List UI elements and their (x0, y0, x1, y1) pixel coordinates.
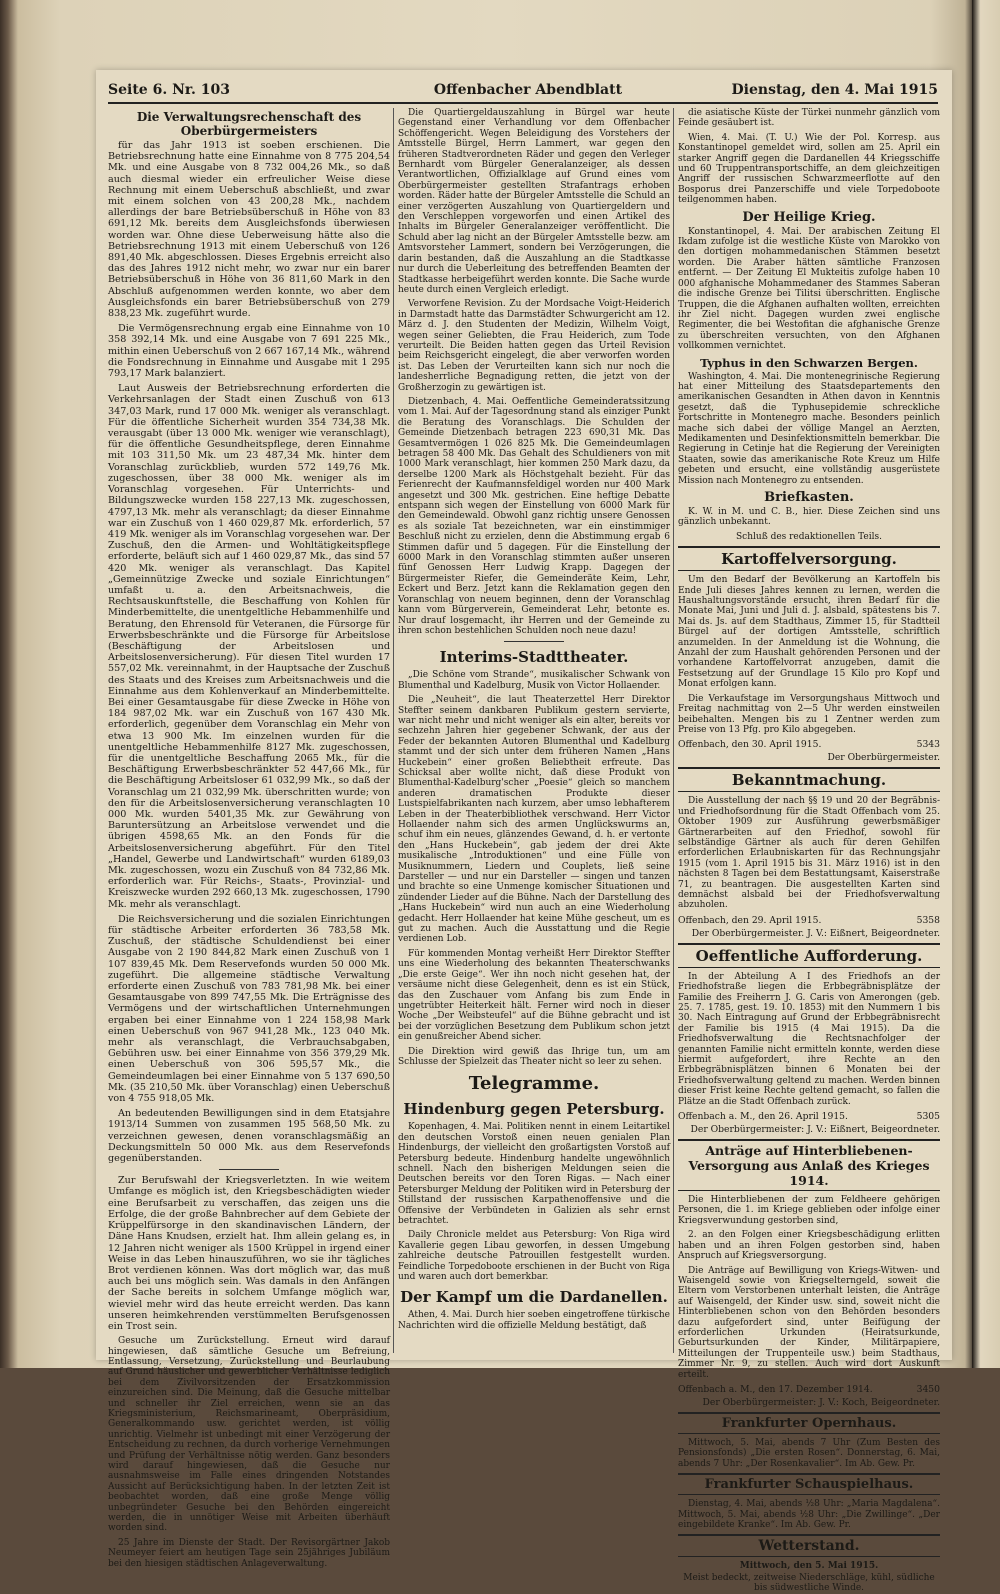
article-paragraph: Die „Neuheit“, die laut Theaterzettel Herr Direktor Steffter seinem dankbaren Publikum gestern servierte, war nicht mehr und nicht weniger als ein alter, bereits vor sechzehn Jahren hier gegebener Schwank, der aus der Feder der bekannten Autoren Blumenthal und Kadelburg stammt und der sich unter dem früheren Namen „Hans Huckebein“ einer großen Beliebtheit erfreute. Das Schicksal aber wollte nicht, daß diese Produkt von Blumenthal-Kadelburg'scher „Poesie“ gleich so manchem anderen dramatischen Produkte dieser Lustspielfabrikanten nach kurzem, aber umso lebhafterem Leben in der Theaterbibliothek verschwand. Herr Victor Hollaender nahm sich des armen Unglückswurms an, schuf ihm ein neues, glänzendes Gewand, d. h. er vertonte den „Hans Huckebein“, gab jedem der drei Akte musikalische „Introduktionen“ und eine Fülle von Musiknummern, Liedern und Couplets, ließ seine Darsteller — und nur ein Darsteller — singen und tanzen und brachte so eine Unmenge komischer Situationen und zündender Lieder auf die Bühne. Nach der Darstellung des „Hans Huckebein“ wird nun auch an eine Wiederholung gedacht. Herr Hollaender hat keine Mühe gescheut, um es gut zu machen. Auch die Ausstattung und die Regie verdienen Lob. (398, 695, 670, 945)
program-line: Dienstag, 4. Mai, abends ½8 Uhr: „Maria Magdalena“. Mittwoch, 5. Mai, abends ½8 Uhr: „Die Zwillinge“. „Der eingebildete Kranke“. Im Ab. Gew. Pr. (678, 1499, 940, 1530)
notice-paragraph: Die Ausstellung der nach §§ 19 und 20 der Begräbnis- und Friedhofsordnung für die Stadt Offenbach vom 25. Oktober 1909 zur Ausführung gewerbsmäßiger Gärtnerarbeiten auf den Friedhof, sowohl für selbständige Gärtner als auch für deren Gehilfen erforderlichen Erlaubniskarten für das Rechnungsjahr 1915 (vom 1. April 1915 bis 31. März 1916) ist in den nächsten 8 Tagen bei dem Bestattungsamt, Kaiserstraße 71, zu beantragen. Die ausgestellten Karten sind demnächst alsbald bei der Friedhofsverwaltung abzuholen. (678, 796, 940, 911)
article-paragraph: Athen, 4. Mai. Durch hier soeben eingetroffene türkische Nachrichten wird die offizielle Meldung bestätigt, daß (398, 1310, 670, 1331)
notice-number: 5343 (916, 739, 940, 751)
dateline-text: Offenbach a. M., den 17. Dezember 1914. (678, 1383, 873, 1395)
column-2 (398, 108, 670, 1353)
column-1 (108, 108, 390, 1569)
page-number: Seite 6. Nr. 103 (108, 82, 230, 98)
wetter-date: Mittwoch, den 5. Mai 1915. (739, 1561, 879, 1572)
antraege-heading: Anträge auf Hinterbliebenen-Versorgung aus Anlaß des Krieges 1914. (678, 1139, 940, 1191)
separator (219, 1169, 279, 1170)
notice-paragraph: 2. an den Folgen einer Kriegsbeschädigung erlitten haben und an ihren Folgen gestorben sind, haben Anspruch auf Kriegsversorgung. (678, 1230, 940, 1262)
notice-signature: Der Oberbürgermeister. J. V.: Eißnert, Beigeordneter. (691, 927, 940, 939)
article-paragraph: Wien, 4. Mai. (T. U.) Wie der Pol. Korresp. aus Konstantinopel gemeldet wird, sollen am 25. April ein starker Angriff gegen die Dardanellen 44 Kriegsschiffe und 60 Truppentransportschiffe, an dem gleichzeitigen Angriff der russischen Schwarzmeerflotte auf den Bosporus drei Panzerschiffe und viele Torpedoboote teilgenommen haben. (678, 132, 940, 206)
article-paragraph: Konstantinopel, 4. Mai. Der arabischen Zeitung El Ikdam zufolge ist die westliche Küste von Marokko von den dortigen mohammedanischen Stämmen besetzt worden. Die Araber hätten sämtliche Franzosen entfernt. — Der Zeitung El Mukteitis zufolge haben 10 000 afghanische Mohammedaner des Stammes Saberan die indische Grenze bei Tilitsi überschritten. Englische Truppen, die die Afghanen aufhalten wollten, erreichten ihr Ziel nicht. Dagegen wurden zwei englische Regimenter, die bei Westofitan die afghanische Grenze zu überschreiten versuchten, von den Afghanen vollkommen vernichtet. (678, 226, 940, 352)
article-paragraph: Die Direktion wird gewiß das Ihrige tun, um am Schlusse der Spielzeit das Theater nicht so leer zu sehen. (398, 1046, 670, 1067)
schauspielhaus-heading: Frankfurter Schauspielhaus. (678, 1473, 940, 1495)
bekanntmachung-heading: Bekanntmachung. (678, 767, 940, 792)
holy-war-heading: Der Heilige Krieg. (742, 209, 876, 225)
hindenburg-heading: Hindenburg gegen Petersburg. (403, 1100, 665, 1119)
notice-signature: Der Oberbürgermeister: J. V.: Koch, Beigeordneter. (702, 1396, 940, 1408)
kartoffel-heading: Kartoffelversorgung. (678, 546, 940, 571)
notice-dateline (678, 915, 940, 926)
article-paragraph: Die Quartiergeldauszahlung in Bürgel war heute Gegenstand einer Verhandlung vor dem Offenbacher Schöffengericht. Wegen Beleidigung des Vorstehers der Amtsstelle Bürgel, Herrn Lammert, war gegen den früheren Stadtverordneten Räder und gegen den Verleger Bernhardt vom Bürgeler Generalanzeiger, als dessen Verantwortlichen, Offizialklage auf Grund eines vom Oberbürgermeister gestellten Strafantrags erhoben worden. Räder hatte der Bürgeler Amtsstelle die Schuld an einer verzögerten Auszahlung von Quartiergeldern und den Verschleppen vorgeworfen und einen Artikel des Inhalts im Bürgeler Generalanzeiger veröffentlicht. Die Schuld aber lag nicht an der Bürgeler Amtsstelle bezw. am Amtsvorsteher Lammert, sondern bei Verzögerungen, die darin bestanden, daß die Auszahlung an die Stadtkasse nur durch die Ueberleitung des betreffenden Beamten der Stadtkasse herbeigeführt werden konnte. Die Sache wurde heute durch einen Vergleich erledigt. (398, 108, 670, 295)
notice-paragraph: Die Verkaufstage im Versorgungshaus Mittwoch und Freitag nachmittag von 2—5 Uhr werden einstweilen beibehalten. Mengen bis zu 1 Zentner werden zum Preise von 13 Pfg. pro Kilo abgegeben. (678, 693, 940, 735)
column-rule (673, 108, 674, 1353)
notice-paragraph: In der Abteilung A I des Friedhofs an der Friedhofstraße liegen die Erbbegräbnisplätze der Familie des Freiherrn J. G. Caris von Amerongen (geb. 25. 7. 1785, gest. 19. 10. 1853) mit den Nummern 1 bis 30. Nach Eintragung auf Grund der Erbbegräbnisrecht der Familie bis 1915 (4 Mai 1915). Da die Friedhofsverwaltung die Rechtsnachfolger der genannten Familie nicht ermitteln konnte, werden diese hiermit aufgefordert, ihre Rechte an den Erbbegräbnisplätzen binnen 6 Monaten bei der Friedhofsverwaltung geltend zu machen. Werden binnen dieser Frist keine Rechte geltend gemacht, so fallen die Plätze an die Stadt Offenbach zurück. (678, 971, 940, 1107)
article-paragraph: die asiatische Küste der Türkei nunmehr gänzlich vom Feinde gesäubert ist. (678, 108, 940, 129)
aufforderung-heading: Oeffentliche Aufforderung. (678, 943, 940, 968)
article-paragraph: „Die Schöne vom Strande“, musikalischer Schwank von Blumenthal und Kadelburg, Musik von Victor Hollaender. (398, 670, 670, 691)
article-paragraph: Die Vermögensrechnung ergab eine Einnahme von 10 358 392,14 Mk. und eine Ausgabe von 7 691 225 Mk., mithin einen Ueberschuß von 2 667 167,14 Mk., während die Fondsrechnung in Einnahme und Ausgabe mit 1 295 793,17 Mark balanziert. (108, 323, 390, 380)
newspaper-title: Offenbacher Abendblatt (433, 82, 623, 98)
article-paragraph: Gesuche um Zurückstellung. Erneut wird darauf hingewiesen, daß sämtliche Gesuche um Befreiung, Entlassung, Versetzung, Zurückstellung und Beurlaubung auf Grund häuslicher und gewerblicher Verhältnisse lediglich bei dem Zivilvorsitzenden der Ersatzkommission einzureichen sind. Die Meinung, daß die Gesuche mittelbar und schneller ihr Ziel erreichen, wenn sie an das Kriegsministerium, Reichsmarineamt, Oberpräsidium, Generalkommando usw. gerichtet werden, ist völlig unrichtig. Vielmehr ist unbedingt mit einer Verzögerung der Entscheidung zu rechnen, da durch vorherige Vernehmungen und Prüfung der Verhältnisse nötig werden. Ganz besonders wird darauf hingewiesen, daß die Gesuche nur ausnahmsweise im Falle eines dringenden Notstandes Aussicht auf Berücksichtigung haben. In der letzten Zeit ist beobachtet worden, daß eine große Menge völlig unbegründeter Gesuche bei den Behörden eingereicht werden, die in unnötiger Weise mit Arbeiten überhäuft worden sind. (108, 1336, 390, 1534)
issue-date: Dienstag, den 4. Mai 1915 (731, 82, 938, 98)
article-paragraph: Dietzenbach, 4. Mai. Oeffentliche Gemeinderatssitzung vom 1. Mai. Auf der Tagesordnung stand als einziger Punkt die Beratung des Voranschlags. Die Schulden der Gemeinde Dietzenbach betragen 223 690,31 Mk. Das Gesamtvermögen 1 026 825 Mk. Die Gemeindeumlagen betragen 58 400 Mk. Das Gehalt des Schuldieners von mit 1000 Mark veranschlagt, hier kommen 250 Mark dazu, da derselbe 1200 Mark als Höchstgehalt bezieht. Für das Ferienrecht der Kaufmannsfeldigel worden nur 400 Mark angesetzt und 300 Mk. gestrichen. Eine heftige Debatte entspann sich wegen der Einstellung von 6000 Mark für den Gemeindewald. Obwohl ganz richtig unsere Genossen es als soziale Tat bezeichneten, war ein einstimmiger Beschluß nicht zu erzielen, denn die Abstimmung ergab 6 Stimmen dafür und 5 dagegen. Für die Einstellung der 6000 Mark in den Voranschlag stimmten außer unseren fünf Genossen Herr Ludwig Krapp. Dagegen der Bürgermeister Riefer, die Gemeinderäte Keim, Lehr, Eckert und Berz. Jetzt kann die Reklamation gegen den Voranschlag von neuem beginnen, denn der Voranschlag kann vom Bürgerverein, Gemeinderat Lehr, betonte es. Nur drauf losgemacht, ihr Herren und der Gemeinde zu ihren schon bestehlichen Schulden noch neue dazu! (398, 396, 670, 636)
notice-paragraph: Die Anträge auf Bewilligung von Kriegs-Witwen- und Waisengeld sowie von Kriegselterngeld, soweit die Eltern vom Verstorbenen unterhalt leisten, die Anträge auf Waisengeld, der Kinder usw. sind, soweit nicht die Hinterbliebenen schon von den Behörden besonders dazu aufgefordert sind, unter Beifügung der erforderlichen Urkunden (Heiratsurkunde, Geburtsurkunden der Kinder, Militärpapiere, Mitteilungen der Truppenteile usw.) beim Stadthaus, Zimmer Nr. 9, zu stellen. Auch wird dort Auskunft erteilt. (678, 1265, 940, 1380)
dardanellen-heading: Der Kampf um die Dardanellen. (400, 1288, 668, 1307)
article-paragraph: für das Jahr 1913 ist soeben erschienen. Die Betriebsrechnung hatte eine Einnahme von 8 775 204,54 Mk. und eine Ausgabe von 8 732 004,26 Mk., so daß auch diesmal wieder ein erfreulicher Weise diese Rechnung mit einem Ueberschuß abschließt, und zwar mit einem solchen von 43 200,28 Mk., nachdem allerdings der bare Betriebsüberschuß in Höhe von 83 691,12 Mk. bereits dem Ausgleichsfonds überwiesen worden war. Ohne diese Ueberweisung hätte also die Betriebsrechnung 1913 mit einem Ueberschuß von 126 891,40 Mk. abgeschlossen. Dieses Ergebnis erreicht also das des Jahres 1912 nicht mehr, wo zwar nur ein barer Betriebsüberschuß in Höhe von 36 811,60 Mark in den Abschluß aufgenommen werden konnte, wo aber dem Ausgleichsfonds ein barer Betriebsüberschuß von 279 838,23 Mk. zugeführt wurde. (108, 140, 390, 320)
briefkasten-text: K. W. in M. und C. B., hier. Diese Zeichen sind uns gänzlich unbekannt. (678, 507, 940, 528)
notice-dateline (678, 1384, 940, 1395)
next-page-edge (972, 0, 1000, 1368)
article-paragraph: Washington, 4. Mai. Die montenegrinische Regierung hat einer Mitteilung des Staatsdepartements den amerikanischen Gesandten in Athen davon in Kenntnis gesetzt, daß die Typhusepidemie schreckliche Fortschritte in Montenegro mache. Besonders peinlich mache sich dabei der völlige Mangel an Aerzten, Medikamenten und Desinfektionsmitteln bemerkbar. Die Regierung in Cetinje hat die Regierung der Vereinigten Staaten, sowie das amerikanische Rote Kreuz um Hilfe gebeten und ersucht, eine vollständig ausgerüstete Mission nach Montenegro zu entsenden. (678, 371, 940, 486)
telegramme-heading: Telegramme. (468, 1073, 600, 1095)
column-rule (393, 108, 394, 1353)
notice-dateline (678, 739, 940, 750)
article-paragraph: Daily Chronicle meldet aus Petersburg: Von Riga wird Kavallerie gegen Libau geworfen, in dessen Umgebung zahlreiche deutsche Patrouillen festgestellt wurden. Feindliche Torpedoboote erschienen in der Bucht von Riga und waren auch dort bemerkbar. (398, 1230, 670, 1283)
article-heading: Die Verwaltungsrechenschaft des Oberbürgermeisters (136, 110, 362, 138)
notice-paragraph: Um den Bedarf der Bevölkerung an Kartoffeln bis Ende Juli dieses Jahres kennen zu lernen, werden die Haushaltungsvorstände ersucht, ihren Bedarf für die Monate Mai, Juni und Juli d. J. alsbald, spätestens bis 7. Mai ds. Js. auf dem Stadthaus, Zimmer 15, für Stadtteil Bürgel auf der dortigen Amtsstelle, schriftlich anzumelden. In der Anmeldung ist die Wohnung, die Anzahl der zum Haushalt gehörenden Personen und der vorhandene Kartoffelvorrat anzugeben, damit die Festsetzung auf der Grundlage 15 Kilo pro Kopf und Monat erfolgen kann. (678, 575, 940, 690)
newspaper-page (96, 70, 952, 1594)
article-paragraph: Laut Ausweis der Betriebsrechnung erforderten die Verkehrsanlagen der Stadt einen Zuschuß von 613 347,03 Mark, rund 17 000 Mk. weniger als veranschlagt. Für die öffentliche Sicherheit wurden 354 734,38 Mk. verausgabt (über 13 000 Mk. weniger wie veranschlagt), für die öffentliche Gesundheitspflege, deren Einnahme mit 103 311,50 Mk. um 23 487,34 Mk. hinter dem Voranschlag zurückblieb, wurden 572 149,76 Mk. zugeschossen, über 38 000 Mk. weniger als im Voranschlag vorgesehen. Für Unterrichts- und Bildungszwecke wurden 158 227,13 Mk. zugeschossen, 4797,13 Mk. mehr als veranschlagt; da dieser Einnahme war ein Zuschuß von 1 460 029,87 Mk. erforderlich, 57 419 Mk. weniger als im Voranschlag vorgesehen war. Der Zuschuß, den die Armen- und Wohltätigkeitspflege erforderte, beläuft sich auf 1 460 029,87 Mk., das sind 57 420 Mk. weniger als veranschlagt. Das Kapitel „Gemeinnützige Zwecke und soziale Einrichtungen“ umfaßt u. a. den Arbeitsnachweis, die Rechtsauskunftstelle, die Beschaffung von Kohlen für Minderbemittelte, die unentgeltliche Hebammenhilfe und Beratung, den Ehrensold für Veteranen, die Fürsorge für Erwerbsbeschränkte und die Fürsorge für Arbeitslose (Beschäftigung der Arbeitslosen und Arbeitslosenversicherung). Für diesen Titel wurden 17 557,02 Mk. vereinnahmt, in der Hauptsache der Zuschuß des Staats und des Kreises zum Arbeitsnachweis und die Einnahme aus dem Kohlenverkauf an Minderbemittelte. Bei einer Gesamtausgabe für diese Zwecke in Höhe von 184 987,02 Mk. war ein Zuschuß von 167 430 Mk. erforderlich, gegenüber dem Voranschlag ein Mehr von etwa 13 900 Mk. Im einzelnen wurden für die unentgeltliche Hebammenhilfe 8127 Mk. zugeschossen, für die unentgeltliche Beschaffung 2065 Mk., für die Beschäftigung Erwerbsbeschränkter 52 447,66 Mk., für die Beschäftigung Arbeitsloser 61 032,99 Mk., so daß der Voranschlag um 21 032,99 Mk. überschritten wurde; von den für die Arbeitslosenversicherung veranschlagten 10 000 Mk. wurden 5401,35 Mk. zur Gewährung von Baruntersützung an Arbeitslose verwendet und die übrigen 4598,65 Mk. an den Fonds für die Arbeitslosenversicherung abgeführt. Für den Titel „Handel, Gewerbe und Landwirtschaft“ wurden 6189,03 Mk. zugeschossen, wozu ein Zuschuß von 84 732,86 Mk. erforderlich war. Für Reichs-, Staats-, Provinzial- und Kreiszwecke wurden 292 660,13 Mk. zugeschossen, 1790 Mk. mehr als veranschlagt. (108, 383, 390, 910)
dateline-text: Offenbach a. M., den 26. April 1915. (678, 1111, 848, 1123)
notice-dateline (678, 1111, 940, 1122)
article-paragraph: Kopenhagen, 4. Mai. Politiken nennt in einem Leitartikel den deutschen Vorstoß einen neuen genialen Plan Hindenburgs, der vielleicht den großartigsten Vorstoß auf Petersburg bedeute. Hindenburg handelte ungewöhnlich schnell. Nach den bisherigen Meldungen seien die Deutschen bereits vor den Toren Rigas. — Nach einer Petersburger Meldung der Politiken wird in Petersburg der Stillstand der russischen Karpathenoffensive und die Offensive der Verbündeten in Galizien als sehr ernst betrachtet. (398, 1122, 670, 1226)
article-paragraph: Die Reichsversicherung und die sozialen Einrichtungen für städtische Arbeiter erforderten 36 783,58 Mk. Zuschuß, der städtische Schuldendienst bei einer Ausgabe von 2 190 844,82 Mark einen Zuschuß von 1 107 839,45 Mk. Dem Reservefonds wurden 50 000 Mk. zugeführt. Die allgemeine städtische Verwaltung erforderte einen Zuschuß von 783 781,98 Mk. bei einer Gesamtausgabe von 899 747,55 Mk. Die Erträgnisse des Vermögens und der wirtschaftlichen Unternehmungen ergaben bei einer Einnahme von 1 224 158,98 Mark einen Ueberschuß von 967 941,28 Mk., 123 040 Mk. mehr als veranschlagt, die Verbrauchsabgaben, Gebühren usw. bei einer Einnahme von 356 379,29 Mk. einen Ueberschuß von 306 595,57 Mk., die Gemeindeumlagen bei einer Einnahme von 5 137 690,50 Mk. (35 210,50 Mk. über Voranschlag) einen Ueberschuß von 4 755 918,05 Mk. (108, 913, 390, 1105)
notice-signature: Der Oberbürgermeister: J. V.: Eißnert, Beigeordneter. (690, 1124, 940, 1136)
masthead (108, 80, 938, 104)
notice-number: 5358 (916, 914, 940, 926)
article-paragraph: Für kommenden Montag verheißt Herr Direktor Steffter uns eine Wiederholung des bekannten Theaterschwanks „Die erste Geige“. Wer ihn noch nicht gesehen hat, der versäume nicht diese Gelegenheit, denn es ist ein Stück, das den Zuschauer vom Anfang bis zum Ende in ungetrübter Heiterkeit hält. Ferner wird noch in dieser Woche „Der Weibsteufel“ auf die Bühne gebracht und ist bei der vorzüglichen Besetzung dem Publikum schon jetzt ein genußreicher Abend sicher. (398, 948, 670, 1043)
separator (504, 641, 564, 642)
column-3 (678, 108, 940, 1594)
notice-number: 5305 (916, 1111, 940, 1123)
notice-number: 3450 (916, 1383, 940, 1395)
opernhaus-heading: Frankfurter Opernhaus. (678, 1412, 940, 1434)
article-paragraph: An bedeutenden Bewilligungen sind in dem Etatsjahre 1913/14 Summen von zusammen 195 568,50 Mk. zu verzeichnen gewesen, denen voranschlagsmäßig an Deckungsmitteln 50 000 Mk. aus dem Reservefonds gegenüberstanden. (108, 1108, 390, 1165)
notice-signature: Der Oberbürgermeister. (827, 752, 940, 764)
typhus-heading: Typhus in den Schwarzen Bergen. (700, 355, 918, 370)
wetter-text: Meist bedeckt, zeitweise Niederschläge, kühl, südliche bis südwestliche Winde. (683, 1572, 935, 1594)
program-line: Mittwoch, 5. Mai, abends 7 Uhr (Zum Besten des Pensionsfonds) „Die ersten Rosen“. Donnerstag, 6. Mai, abends 7 Uhr: „Der Rosenkavalier“. Im Ab. Gew. Pr. (678, 1437, 940, 1469)
editorial-end-note: Schluß des redaktionellen Teils. (736, 531, 882, 542)
notice-paragraph: Die Hinterbliebenen der zum Feldheere gehörigen Personen, die 1. im Kriege geblieben oder infolge einer Kriegsverwundung gestorben sind, (678, 1195, 940, 1226)
article-paragraph: 25 Jahre im Dienste der Stadt. Der Revisorgärtner Jakob Neumeyer feiert am heutigen Tage sein 25jähriges Jubiläum bei den hiesigen städtischen Anlageverwaltung. (108, 1537, 390, 1569)
theater-heading: Interims-Stadttheater. (439, 648, 629, 667)
wetter-heading: Wetterstand. (678, 1534, 940, 1557)
dateline-text: Offenbach, den 30. April 1915. (678, 739, 822, 751)
article-paragraph: Zur Berufswahl der Kriegsverletzten. In wie weitem Umfange es möglich ist, den Kriegsbeschädigten wieder eine Berufsarbeit zu verschaffen, das zeigen uns die Erfolge, die der große Bahnbrecher auf dem Gebiete der Krüppelfürsorge in den skandinavischen Ländern, der Däne Hans Knudsen, erzielt hat. Ihm allein gelang es, in 12 Jahren nicht weniger als 1500 Krüppel in irgend einer Weise in das Leben hinauszuführen, wo sie ihr tägliches Brot verdienen können. Was dort möglich war, das muß auch bei uns möglich sein. Was damals in den Anfängen der Sache bereits in solchem Umfange möglich war, wieviel mehr wird das heute erreicht werden. Das kann unseren heimkehrenden verstümmelten Berufsgenossen ein Trost sein. (108, 1175, 390, 1332)
briefkasten-heading: Briefkasten. (764, 490, 854, 505)
article-paragraph: Verworfene Revision. Zu der Mordsache Voigt-Heiderich in Darmstadt hatte das Darmstädter Schwurgericht am 12. März d. J. den Studenten der Medizin, Wilhelm Voigt, wegen seiner Geliebten, die Frau Heiderich, zum Tode verurteilt. Die Beiden hatten gegen das Urteil Revision beim Reichsgericht eingelegt, die aber verworfen worden ist. Das Leben der Verurteilten kann sich nur noch die landesherrliche Begnadigung retten, die jetzt von der Großherzogin zu gewärtigen ist. (398, 299, 670, 393)
dateline-text: Offenbach, den 29. April 1915. (678, 914, 822, 926)
